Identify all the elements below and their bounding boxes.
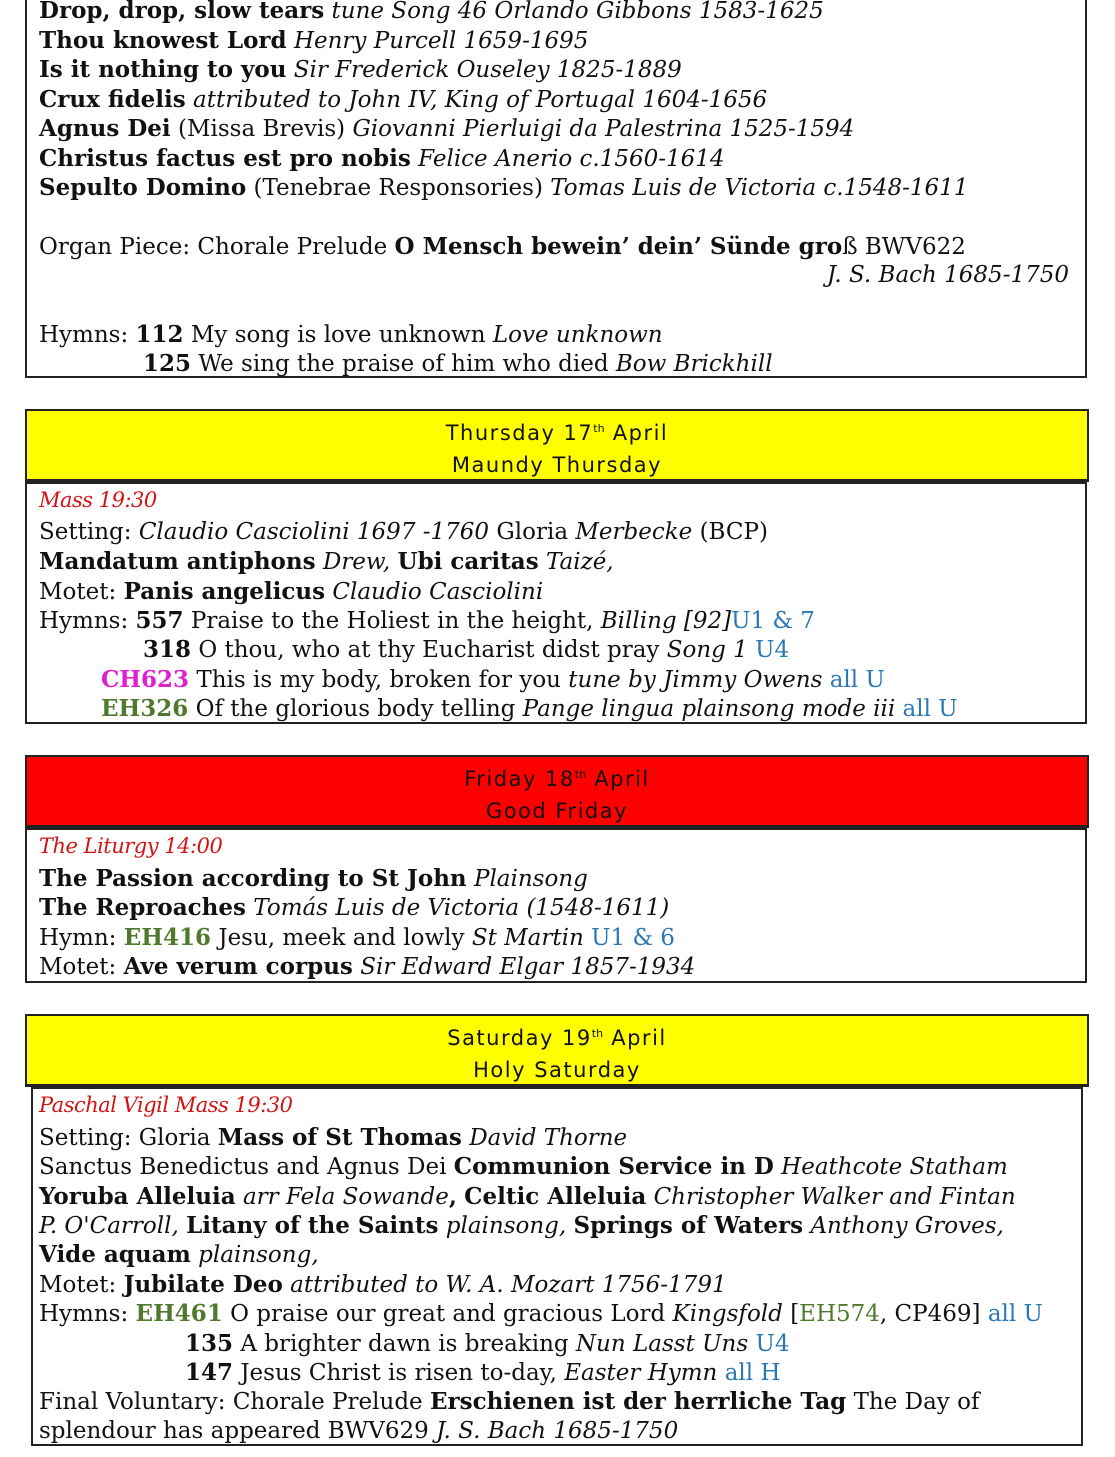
work-detail: attributed to John IV, King of Portugal 1604-1656 [193,87,768,113]
hymn-line [39,606,815,636]
passion-line [39,864,588,894]
work-detail: Felice Anerio c.1560-1614 [418,146,725,172]
hymn-number: 557 [135,607,184,634]
hymn-line [143,349,773,379]
yoruba-arranger: arr Fela Sowande [242,1184,449,1210]
celtic-composer: Christopher Walker and Fintan [653,1184,1016,1210]
litany-tune: plainsong, [445,1213,567,1239]
hymn-alt-number: EH574 [799,1301,880,1327]
hymn-number: EH461 [135,1300,223,1327]
final-translation-cont: splendour has appeared BWV629 [39,1418,429,1444]
hymn-label: Hymn: [39,925,117,951]
sanctus-title: Communion Service in D [453,1153,774,1180]
day-name: Maundy Thursday [451,453,663,477]
hymn-text: Of the glorious body telling [195,696,516,722]
organ-composer: J. S. Bach 1685-1750 [826,262,1069,288]
hymn-tune: Love unknown [492,322,663,348]
hymn-tune: Billing [92] [600,608,732,634]
organ-bwv: ß BWV622 [842,234,966,260]
hymn-line [101,694,958,724]
day-date: Thursday 17th April [445,421,669,445]
motet-label: Motet: [39,579,117,605]
hymn-verses: all H [724,1360,781,1386]
final-composer: J. S. Bach 1685-1750 [436,1418,679,1444]
setting-composer: Claudio Casciolini 1697 -1760 [138,519,490,545]
work-line [39,26,588,56]
hymn-number: 125 [143,350,192,377]
work-detail: Tomas Luis de Victoria c.1548-1611 [550,175,969,201]
thursday-header [25,409,1089,482]
hymn-number: CH623 [101,666,190,693]
day-date: Saturday 19th April [447,1026,667,1050]
hymn-number: EH326 [101,695,189,722]
motet-title: Jubilate Deo [123,1271,283,1298]
work-detail: Giovanni Pierluigi da Palestrina 1525-1594 [352,116,855,142]
hymn-line [143,635,789,665]
gloria-label: Gloria [496,519,569,545]
work-line [39,114,854,144]
service-time: The Liturgy 14:00 [39,834,223,858]
ubi-composer: Taizé, [545,549,614,575]
motet-line [39,952,695,982]
litany-line [39,1211,1004,1241]
top-music-box [25,0,1087,378]
work-line [39,85,767,115]
hymn-tune: St Martin [471,925,584,951]
separator: , [448,1183,457,1210]
hymn-line [185,1358,780,1388]
hymn-text: Praise to the Holiest in the height, [190,608,594,634]
thursday-box [25,482,1087,724]
reproaches-title: The Reproaches [39,894,246,921]
springs-title: Springs of Waters [573,1212,804,1239]
hymn-number: 135 [185,1330,234,1357]
hymn-tune: Kingsfold [672,1301,783,1327]
organ-label: Organ Piece: Chorale Prelude [39,234,388,260]
work-line [39,173,968,203]
reproaches-composer: Tomás Luis de Victoria (1548-1611) [253,895,670,921]
alleluia-line [39,1182,1016,1212]
vide-tune: plainsong, [198,1242,319,1268]
hymn-number: 318 [143,636,192,663]
work-extra: (Tenebrae Responsories) [253,175,543,201]
passion-tune: Plainsong [473,866,588,892]
hymn-line [39,1299,1043,1329]
hymn-text: O praise our great and gracious Lord [230,1301,666,1327]
final-title: Erschienen ist der herrliche Tag [429,1388,847,1415]
hymn-text: O thou, who at thy Eucharist didst pray [198,637,660,663]
hymn-text: My song is love unknown [190,322,486,348]
motet-title: Panis angelicus [123,578,326,605]
hymn-verses: U4 [755,637,790,663]
hymn-alt-open: [ [790,1301,800,1327]
hymn-line [39,320,663,350]
hymn-line [185,1329,789,1359]
final-label: Final Voluntary: Chorale Prelude [39,1389,423,1415]
friday-header [25,755,1089,828]
day-name: Holy Saturday [473,1058,641,1082]
service-time: Paschal Vigil Mass 19:30 [39,1093,293,1117]
hymn-verses: all U [902,696,958,722]
friday-box [25,828,1087,983]
motet-label: Motet: [39,1272,117,1298]
hymn-alt-rest: , CP469] [879,1301,981,1327]
work-line [39,144,725,174]
litany-title: Litany of the Saints [186,1212,439,1239]
motet-line [39,577,543,607]
motet-label: Motet: [39,954,117,980]
reproaches-line [39,893,669,923]
hymns-label: Hymns: [39,322,129,348]
service-time: Mass 19:30 [39,488,157,512]
celtic-title: Celtic Alleluia [464,1183,647,1210]
setting-line [39,518,768,547]
mandatum-title: Mandatum antiphons [39,548,316,575]
setting-title: Mass of St Thomas [217,1124,462,1151]
sanctus-line [39,1152,1008,1182]
hymn-tune: Nun Lasst Uns [575,1331,749,1357]
hymn-number: 147 [185,1359,234,1386]
mandatum-line [39,547,614,577]
work-title: Christus factus est pro nobis [39,145,411,172]
bcp-label: (BCP) [699,519,768,545]
work-detail: tune Song 46 Orlando Gibbons 1583-1625 [331,0,824,24]
motet-title: Ave verum corpus [123,953,353,980]
mandatum-composer: Drew, [322,549,391,575]
final-translation: The Day of [853,1389,980,1415]
hymn-text: We sing the praise of him who died [198,351,609,377]
work-title: Drop, drop, slow tears [39,0,325,24]
motet-composer: Claudio Casciolini [332,579,544,605]
work-extra: (Missa Brevis) [177,116,346,142]
work-line [39,0,824,26]
hymn-verses: U1 & 6 [591,925,675,951]
hymn-verses: all U [987,1301,1043,1327]
work-detail: Henry Purcell 1659-1695 [293,28,589,54]
motet-composer: Sir Edward Elgar 1857-1934 [360,954,696,980]
hymn-tune: Pange lingua plainsong mode iii [522,696,896,722]
hymns-label: Hymns: [39,1301,129,1327]
motet-composer: attributed to W. A. Mozart 1756-1791 [290,1272,727,1298]
saturday-header [25,1014,1089,1087]
hymn-text: This is my body, broken for you [196,667,561,693]
work-title: Agnus Dei [39,115,171,142]
motet-line [39,1270,727,1300]
work-line [39,55,682,85]
hymn-number: 112 [135,321,184,348]
work-title: Sepulto Domino [39,174,247,201]
setting-label: Setting: Gloria [39,1125,211,1151]
day-name: Good Friday [485,799,629,823]
vide-title: Vide aquam [39,1241,191,1268]
hymn-number: EH416 [123,924,212,951]
sanctus-composer: Heathcote Statham [781,1154,1008,1180]
final-voluntary-line-2 [39,1417,678,1446]
work-detail: Sir Frederick Ouseley 1825-1889 [293,57,682,83]
hymn-tune: Song 1 [666,637,748,663]
hymn-verses: U1 & 7 [731,608,815,634]
hymns-label: Hymns: [39,608,129,634]
hymn-verses: all U [829,667,885,693]
setting-composer: David Thorne [469,1125,628,1151]
hymn-line [39,923,675,953]
vide-line [39,1240,319,1270]
hymn-verses: U4 [755,1331,790,1357]
celtic-composer-cont: P. O'Carroll, [39,1213,179,1239]
sanctus-label: Sanctus Benedictus and Agnus Dei [39,1154,447,1180]
organ-title: O Mensch bewein’ dein’ Sünde gro [394,233,843,260]
work-title: Thou knowest Lord [39,27,287,54]
springs-composer: Anthony Groves, [810,1213,1004,1239]
final-voluntary-line [39,1387,979,1417]
hymn-tune: Bow Brickhill [615,351,773,377]
setting-line [39,1123,627,1153]
hymn-line [101,665,885,695]
work-title: Is it nothing to you [39,56,287,83]
hymn-tune: Easter Hymn [564,1360,718,1386]
yoruba-title: Yoruba Alleluia [39,1183,236,1210]
hymn-text: Jesu, meek and lowly [218,925,465,951]
passion-title: The Passion according to St John [39,865,467,892]
saturday-box [31,1087,1083,1446]
day-date: Friday 18th April [464,767,650,791]
organ-piece-line [39,232,966,262]
setting-label: Setting: [39,519,132,545]
hymn-text: A brighter dawn is breaking [240,1331,569,1357]
hymn-tune: tune by Jimmy Owens [568,667,823,693]
ubi-title: Ubi caritas [397,548,539,575]
hymn-text: Jesus Christ is risen to-day, [240,1360,557,1386]
gloria-composer: Merbecke [575,519,693,545]
work-title: Crux fidelis [39,86,186,113]
